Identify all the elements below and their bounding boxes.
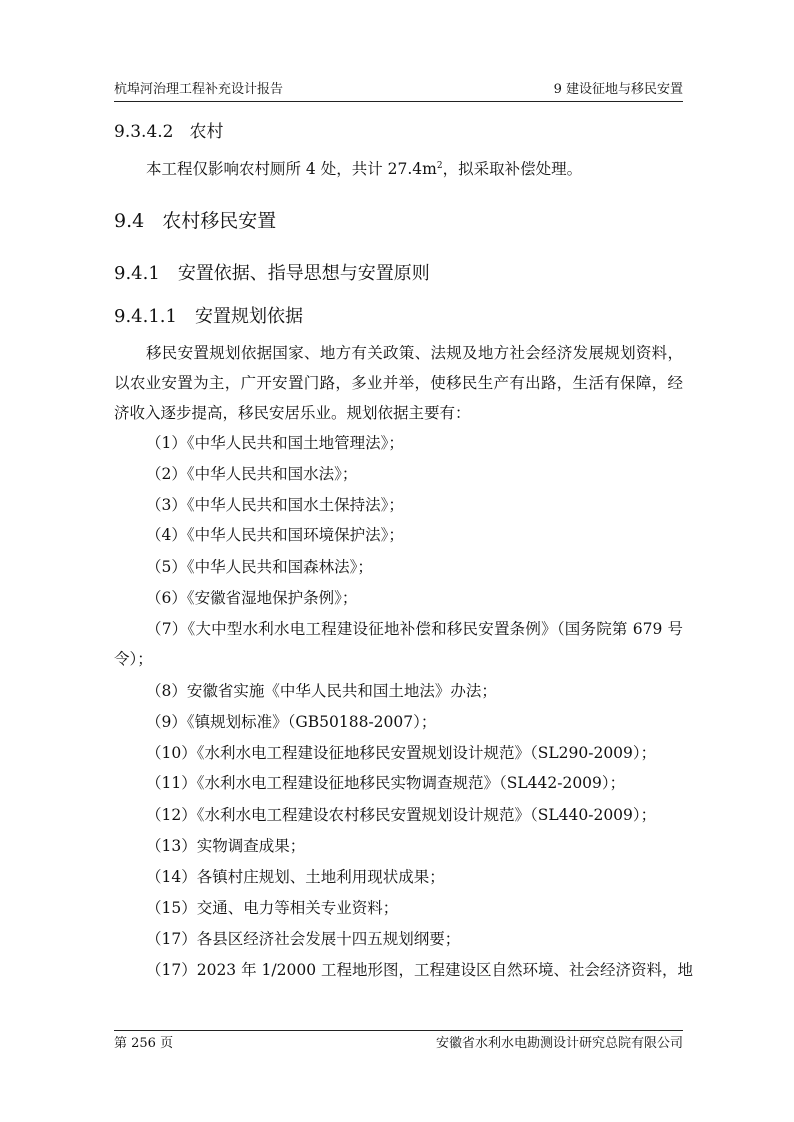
page-number: 第 256 页 (114, 1036, 174, 1051)
header-chapter-title: 9 建设征地与移民安置 (553, 82, 683, 97)
heading-9-4-1 (114, 261, 430, 287)
basis-item: （6）《安徽省湿地保护条例》； (146, 589, 358, 607)
basis-item: （8）安徽省实施《中华人民共和国土地法》办法； (146, 682, 497, 700)
heading-9-3-4-2 (114, 120, 223, 144)
heading-title: 农村移民安置 (162, 210, 277, 232)
basis-item-continuation: 令）； (114, 650, 153, 668)
heading-number: 9.4.1 (114, 263, 160, 284)
page-header (114, 80, 683, 100)
basis-item: （9）《镇规划标准》（GB50188-2007）； (146, 713, 437, 731)
basis-item: （14）各镇村庄规划、土地利用现状成果； (146, 868, 445, 886)
basis-item: （12）《水利水电工程建设农村移民安置规划设计规范》（SL440-2009）； (146, 806, 657, 824)
basis-item: （3）《中华人民共和国水土保持法》； (146, 496, 404, 514)
intro-line-1: 移民安置规划依据国家、地方有关政策、法规及地方社会经济发展规划资料， (146, 344, 683, 362)
basis-item: （11）《水利水电工程建设征地移民实物调查规范》（SL442-2009）； (146, 774, 626, 792)
heading-number: 9.4 (114, 210, 145, 232)
basis-item: （13）实物调查成果； (146, 837, 306, 855)
heading-9-4 (114, 208, 276, 234)
superscript: 2 (436, 160, 443, 171)
basis-item: （17）2023 年 1/2000 工程地形图，工程建设区自然环境、社会经济资料，地 (146, 961, 693, 979)
intro-line-3: 济收入逐步提高，移民安居乐业。规划依据主要有： (114, 404, 471, 422)
basis-item: （2）《中华人民共和国水法》； (146, 465, 358, 483)
paragraph-rural-impact (146, 158, 582, 180)
paragraph-text: ，拟采取补偿处理。 (442, 160, 583, 178)
header-report-title: 杭埠河治理工程补充设计报告 (114, 82, 284, 97)
basis-item: （10）《水利水电工程建设征地移民安置规划设计规范》（SL290-2009）； (146, 744, 657, 762)
basis-item: （7）《大中型水利水电工程建设征地补偿和移民安置条例》（国务院第 679 号 (146, 620, 683, 638)
paragraph-text: 本工程仅影响农村厕所 4 处，共计 27.4m (146, 160, 437, 178)
footer-rule (114, 1030, 683, 1031)
basis-item: （17）各县区经济社会发展十四五规划纲要； (146, 930, 461, 948)
basis-item: （4）《中华人民共和国环境保护法》； (146, 526, 404, 544)
heading-number: 9.4.1.1 (114, 306, 177, 327)
footer-organization: 安徽省水利水电勘测设计研究总院有限公司 (435, 1036, 683, 1051)
intro-line-2: 以农业安置为主，广开安置门路，多业并举，使移民生产有出路，生活有保障，经 (114, 374, 683, 392)
heading-title: 安置规划依据 (194, 306, 303, 327)
heading-title: 安置依据、指导思想与安置原则 (177, 263, 430, 284)
basis-item: （5）《中华人民共和国森林法》； (146, 558, 373, 576)
heading-title: 农村 (189, 122, 224, 142)
heading-number: 9.3.4.2 (114, 122, 174, 142)
heading-9-4-1-1 (114, 304, 303, 330)
header-rule (114, 101, 683, 102)
page-footer (114, 1034, 683, 1054)
basis-item: （15）交通、电力等相关专业资料； (146, 899, 399, 917)
basis-item: （1）《中华人民共和国土地管理法》； (146, 434, 404, 452)
